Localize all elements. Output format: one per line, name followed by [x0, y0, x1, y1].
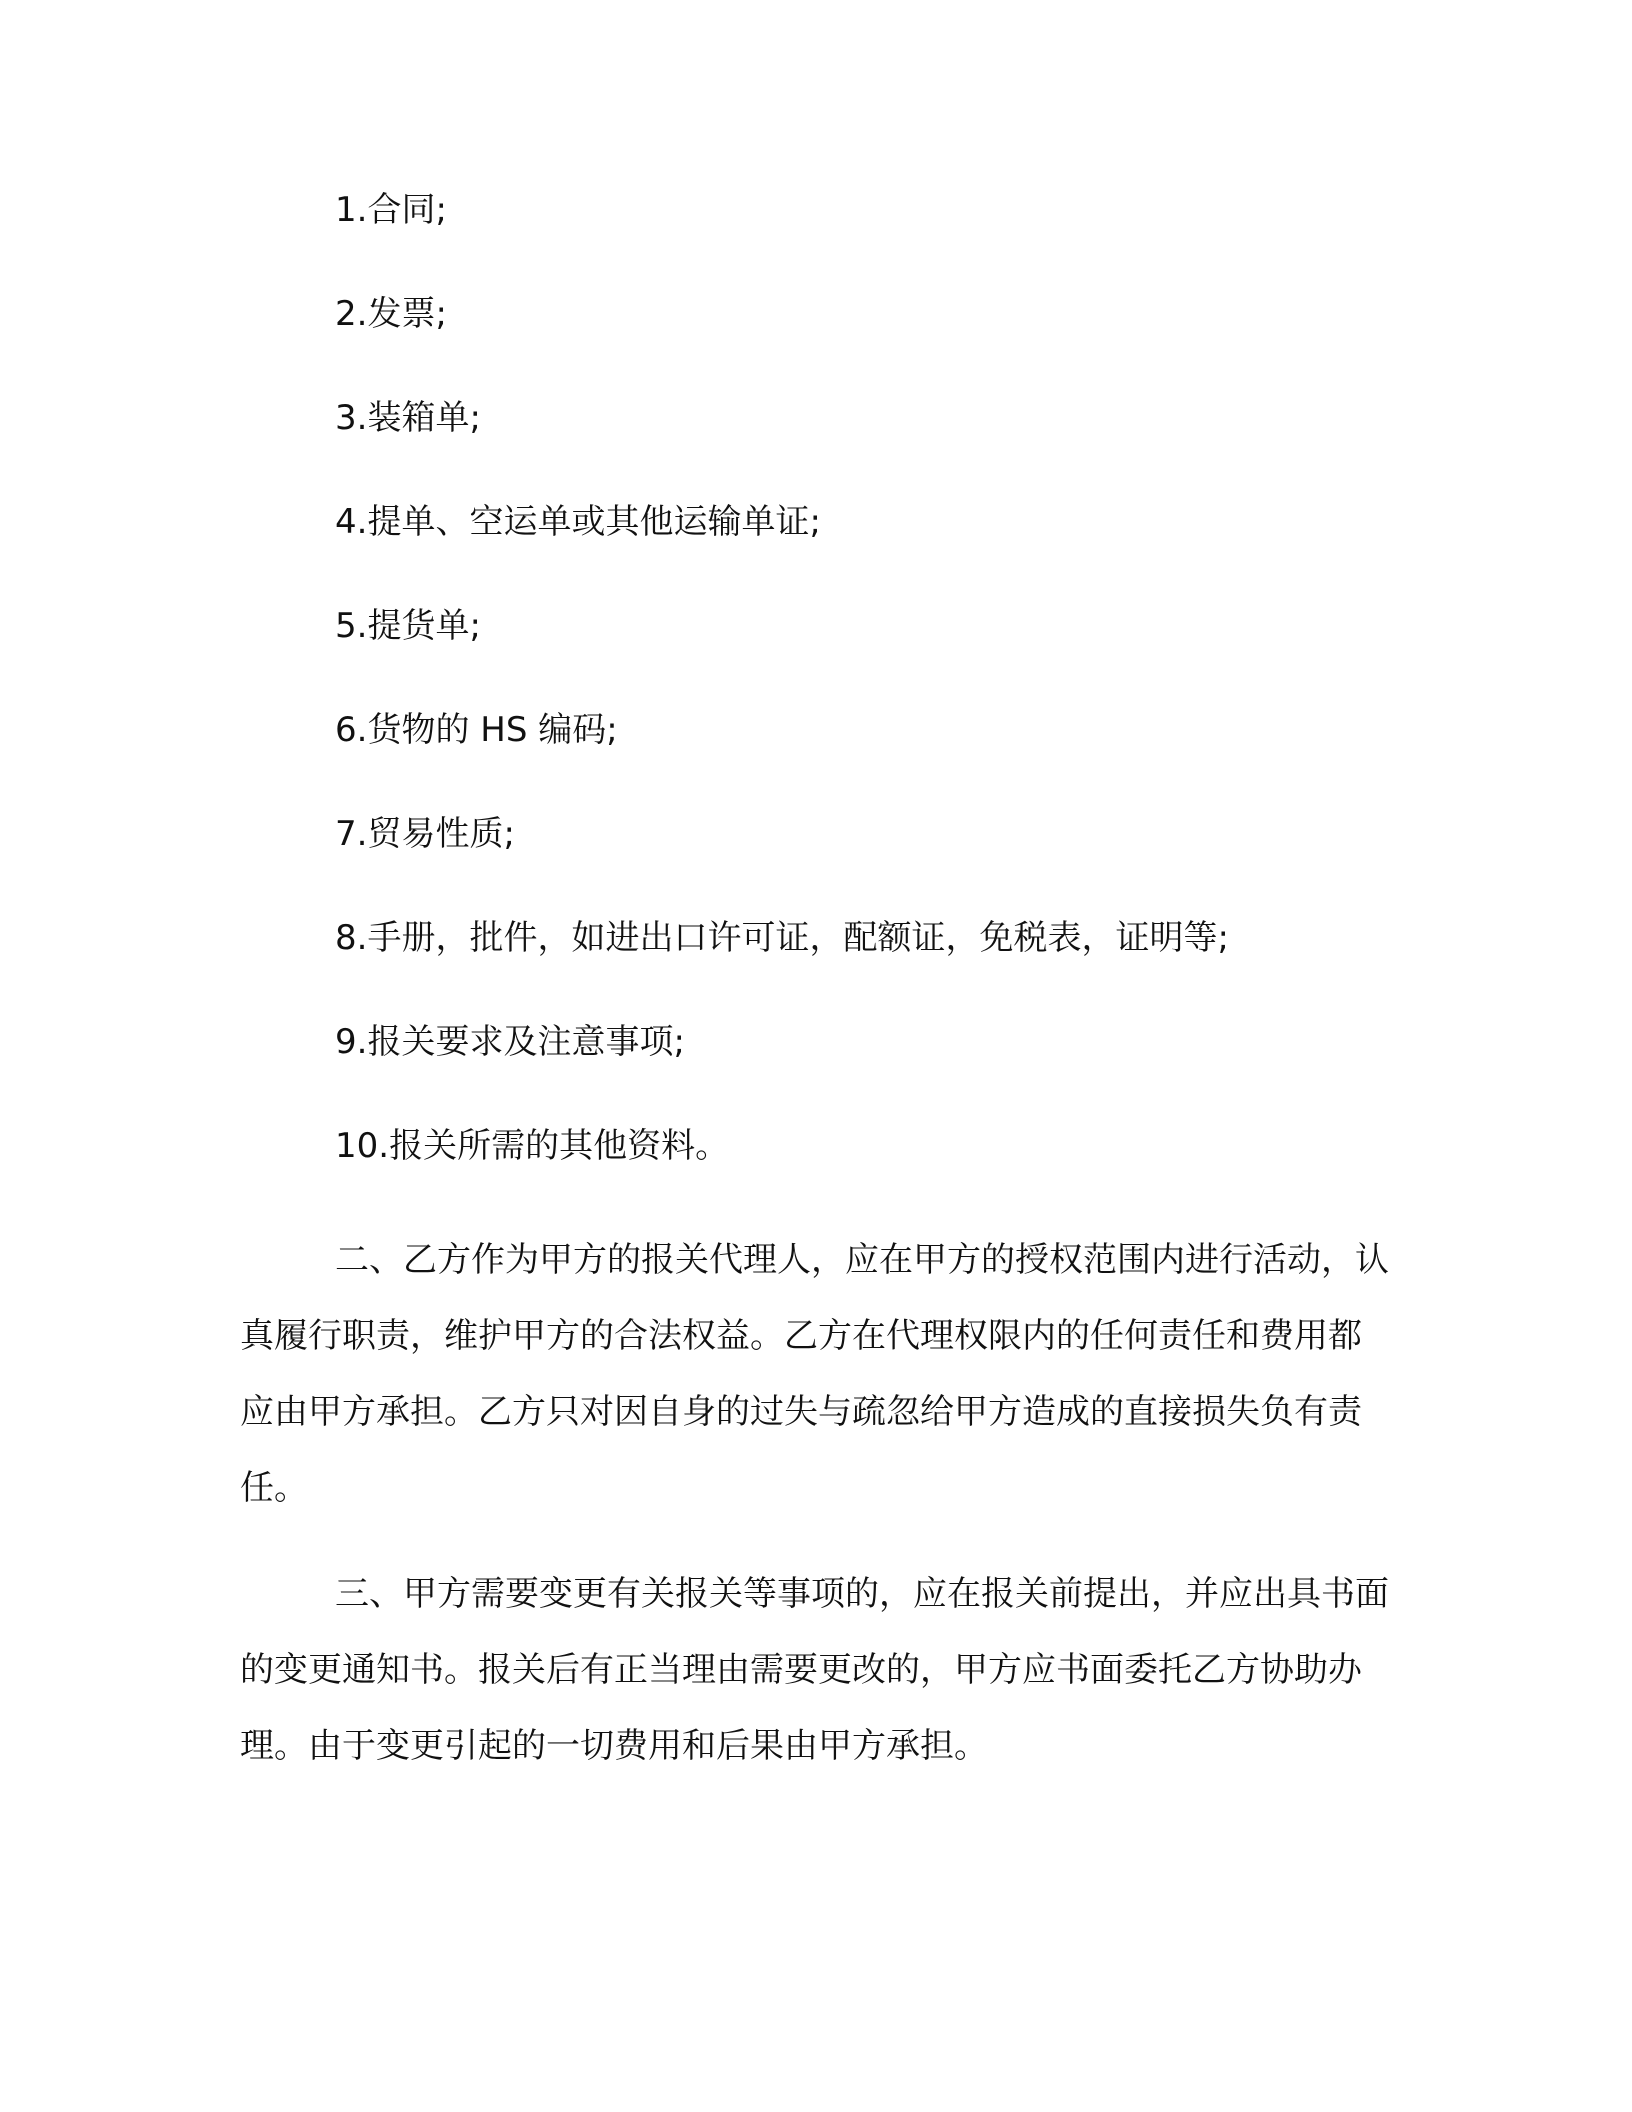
list-item: 2.发票; — [335, 294, 447, 334]
required-documents-list — [335, 188, 1229, 1228]
list-item: 6.货物的 HS 编码; — [335, 710, 618, 750]
list-item: 10.报关所需的其他资料。 — [335, 1126, 730, 1166]
list-item: 5.提货单; — [335, 606, 481, 646]
list-item: 4.提单、空运单或其他运输单证; — [335, 502, 821, 542]
list-item: 1.合同; — [335, 190, 447, 230]
clause-three-paragraph: 三、甲方需要变更有关报关等事项的，应在报关前提出，并应出具书面的变更通知书。报关后有正当理由需要更改的，甲方应书面委托乙方协助办理。由于变更引起的一切费用和后果由甲方承担。 — [240, 1574, 1389, 1766]
list-item: 8.手册，批件，如进出口许可证，配额证，免税表，证明等; — [335, 918, 1229, 958]
list-item: 7.贸易性质; — [335, 814, 515, 854]
clause-two-paragraph: 二、乙方作为甲方的报关代理人，应在甲方的授权范围内进行活动，认真履行职责，维护甲方的合法权益。乙方在代理权限内的任何责任和费用都应由甲方承担。乙方只对因自身的过失与疏忽给甲方造成的直接损失负有责任。 — [240, 1240, 1389, 1508]
list-item: 3.装箱单; — [335, 398, 481, 438]
list-item: 9.报关要求及注意事项; — [335, 1022, 685, 1062]
